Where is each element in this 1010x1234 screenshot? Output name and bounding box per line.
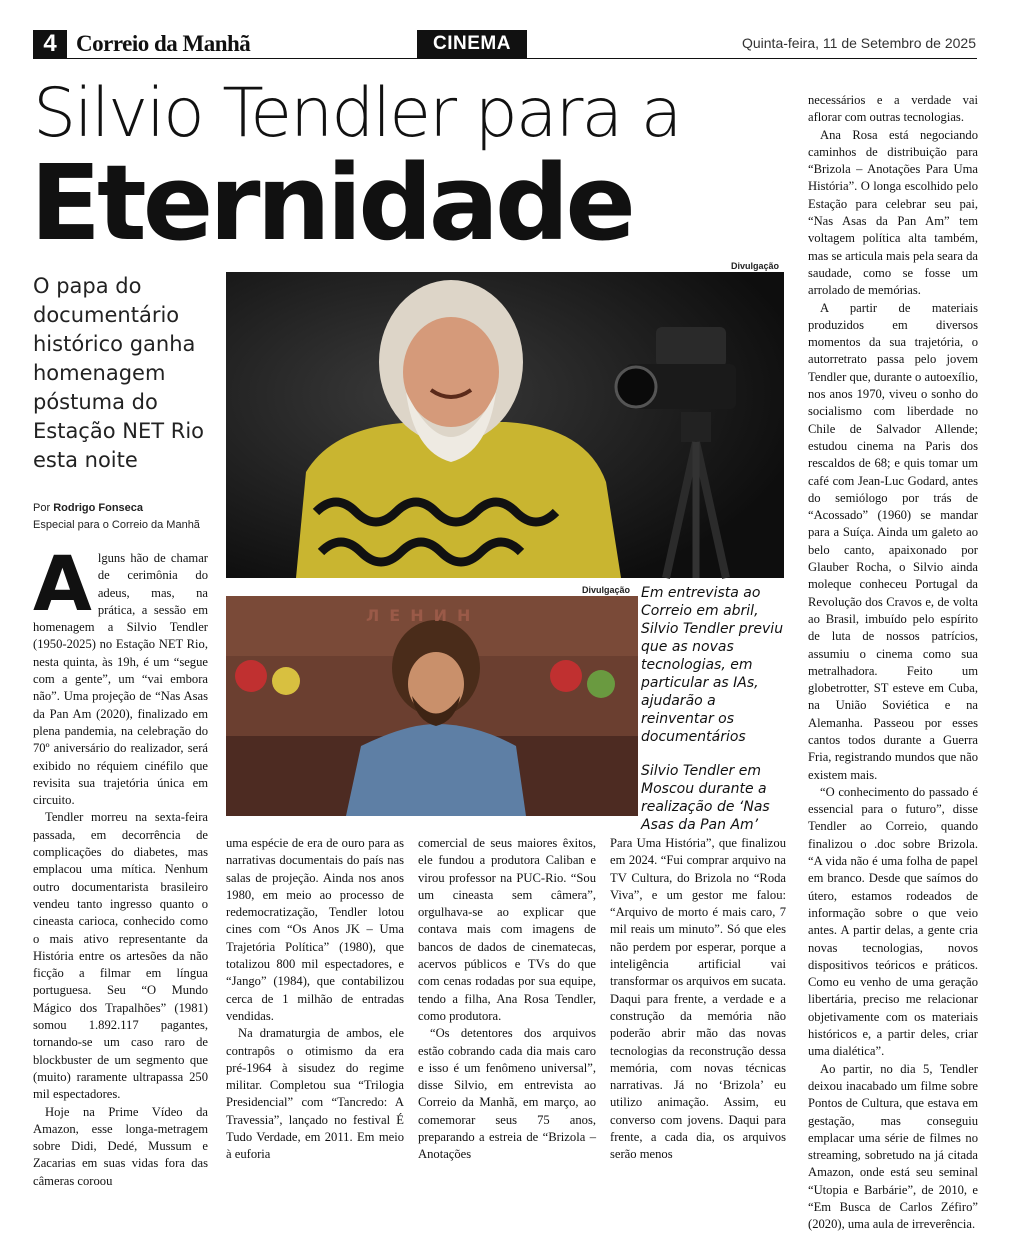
photo-tendler-camera-illustration bbox=[226, 272, 784, 578]
photo-tendler-moscow-illustration bbox=[226, 596, 638, 816]
byline bbox=[33, 500, 200, 534]
paragraph: Para Uma História”, que finalizou em 2024. “Fui comprar arquivo na TV Cultura, do Brizola no “Roda Viva”, e um gestor me falou: “Arquivo de morto é mais caro, 7 mil reais um minuto”. Só que eles não perdem por esperar, porque a inteligência artificial vai transformar os arquivos em sucata. Daqui para frente, a verdade e a construção da memória não poderão abrir mão das novas tecnologias da reconstrução dessa memória, com novas técnicas narrativas. Já no ‘Brizola’ eu utilizo animação. Assim, eu converso com jovens. Daqui para frente, a cada dia, os arquivos serão menos bbox=[610, 836, 786, 1162]
newspaper-name: Correio da Manhã bbox=[76, 31, 251, 56]
body-column-5 bbox=[808, 92, 978, 1234]
headline-line-1: Silvio Tendler para a bbox=[33, 74, 681, 153]
body-column-1 bbox=[33, 539, 208, 1190]
article-dek: O papa do documentário histórico ganha homenagem póstuma do Estação NET Rio esta noite bbox=[33, 274, 205, 472]
issue-date: Quinta-feira, 11 de Setembro de 2025 bbox=[741, 35, 976, 51]
paragraph: lguns hão de chamar de cerimônia do adeus, mas, na prática, a sessão em homenagem a Silvio Tendler (1950-2025) no Estação NET Rio, nesta quinta, às 19h, é um “segue com a gente”, um “vai embora não”. Uma projeção de “Nas Asas da Pan Am (2020), finalizado em plena pandemia, na celebração do 70º aniversário do realizador, será exibido no réquiem cinéfilo que revisita sua trajetória única em circuito. bbox=[33, 551, 208, 808]
photo-credit-1: Divulgação bbox=[731, 261, 780, 271]
paragraph: uma espécie de era de ouro para as narrativas documentais do país nas salas de projeção. Ainda nos anos 1980, em meio ao processo de redemocratização, Tendler lotou cines com “Os Anos JK – Uma Trajetória Política” (1980), que totalizou 800 mil espectadores, e “Jango” (1984), que contabilizou cerca de 1 milhão de entradas vendidas. bbox=[226, 836, 404, 1023]
lenin-banner: ЛЕНИН bbox=[366, 606, 481, 625]
byline-prefix: Por bbox=[33, 502, 51, 514]
photo-tendler-moscow bbox=[226, 596, 638, 816]
body-column-3 bbox=[418, 835, 596, 1164]
byline-author: Rodrigo Fonseca bbox=[53, 502, 144, 514]
photo-captions bbox=[641, 584, 786, 850]
caption-2: Silvio Tendler em Moscou durante a realização de ‘Nas Asas da Pan Am’ bbox=[641, 763, 770, 833]
paragraph: “Os detentores dos arquivos estão cobrando cada dia mais caro e isso é um fenômeno universal”, disse Silvio, em entrevista ao Correio da Manhã, em março, ao comemorar seus 75 anos, preparando a estreia de “Brizola – Anotações bbox=[418, 1026, 596, 1162]
paragraph: “O conhecimento do passado é essencial para o futuro”, disse Tendler ao Correio, quando finalizou o .doc sobre Brizola. “A vida não é uma folha de papel em branco. Desde que saímos do útero, estamos rodeados de informação sobre o que veio antes. A partir delas, a gente cria novas tecnologias, novos dispositivos teóricos e práticos. Como eu venho de uma geração libertária, preciso me relacionar objetivamente com os materiais históricos e, a partir deles, criar uma dialética”. bbox=[808, 784, 978, 1059]
paragraph: Ana Rosa está negociando caminhos de distribuição para “Brizola – Anotações Para Uma História”. O longa escolhido pelo Estação para celebrar seu pai, “Nas Asas da Pan Am” tem voltagem política alta também, mas se articula mais pela seara da saudade, como se fosse um arrolado de memórias. bbox=[808, 127, 978, 298]
body-column-4 bbox=[610, 835, 786, 1164]
body-column-2 bbox=[226, 835, 404, 1164]
section-label: CINEMA bbox=[417, 30, 527, 58]
drop-cap: A bbox=[33, 539, 92, 628]
photo-credit-2: Divulgação bbox=[582, 585, 631, 595]
page-number: 4 bbox=[33, 30, 67, 58]
paragraph: Tendler morreu na sexta-feira passada, em decorrência de complicações do diabetes, mas emplacou uma mítica. Nenhum outro documentarista brasileiro vendeu tanto ingresso quanto o cineasta carioca, conhecido como o mais ativo representante da História entre os artesões da não ficção a filmar em língua portuguesa. Seu “O Mundo Mágico dos Trapalhões” (1981) somou 1.892.117 pagantes, tornando-se um caso raro de blockbuster de um segmento que (muito) raramente ultrapassa 250 mil espectadores. bbox=[33, 810, 208, 1102]
headline-line-2: Eternidade bbox=[30, 142, 632, 264]
caption-1: Em entrevista ao Correio em abril, Silvio Tendler previu que as novas tecnologias, em particular as IAs, ajudarão a reinventar os documentários bbox=[641, 585, 784, 745]
paragraph: Ao partir, no dia 5, Tendler deixou inacabado um filme sobre Pontos de Cultura, que estava em gestação, mas conseguiu emplacar uma série de filmes no streaming, sobretudo na já citada Amazon, onde está seu seminal “Utopia e Barbárie”, de 2010, e “Em Busca de Carlos Zéfiro” (2020), uma aula de irreverência. bbox=[808, 1061, 978, 1232]
paragraph: Hoje na Prime Vídeo da Amazon, esse longa-metragem sobre Didi, Dedé, Mussum e Zacarias em suas vidas fora das câmeras coroou bbox=[33, 1104, 208, 1188]
photo-tendler-camera bbox=[226, 272, 784, 578]
paragraph: comercial de seus maiores êxitos, ele fundou a produtora Caliban e virou professor na PUC-Rio. “Sou um cineasta sem câmera”, orgulhava-se ao explicar que contava mais com imagens de bancos de dados de cinematecas, acervos públicos e TVs do que com cenas rodadas por sua equipe, tendo a filha, Ana Rosa Tendler, como produtora. bbox=[418, 836, 596, 1023]
paragraph: necessários e a verdade vai aflorar com outras tecnologias. bbox=[808, 93, 978, 125]
header-rule bbox=[33, 58, 977, 59]
paragraph: Na dramaturgia de ambos, ele contrapôs o otimismo da era pré-1964 à sisudez do regime militar. Completou sua “Trilogia Presidencial” com “Tancredo: A Travessia”, lançado no festival É Tudo Verdade, em 2011. Em meio à euforia bbox=[226, 1026, 404, 1162]
byline-role: Especial para o Correio da Manhã bbox=[33, 519, 200, 531]
paragraph: A partir de materiais produzidos em diversos momentos da sua trajetória, o autorretrato passa pelo jovem Tendler que, durante o autoexílio, nos anos 1970, viveu o sonho do socialismo com liberdade no Chile de Salvador Allende; estudou cinema na Paris dos rescaldos de 68; e quis tomar um café com Jean-Luc Godard, antes do semiólogo por trás de “Acossado” (1960) se mandar para a Suíça. Ainda um galeto ao belo canto, apaixonado por Glauber Rocha, o Silvio ainda moleque conheceu Portugal da Revolução dos Cravos e, de volta ao Brasil, imbuído pelo espírito de luta de nossos patrícios, assumiu o cinema como sua metralhadora. Feito um globetrotter, ST esteve em Cuba, na União Soviética e na Alemanha. Passeou por esses cantos todos durante a Guerra Fria, registrando mundos que não existem mais. bbox=[808, 300, 978, 782]
